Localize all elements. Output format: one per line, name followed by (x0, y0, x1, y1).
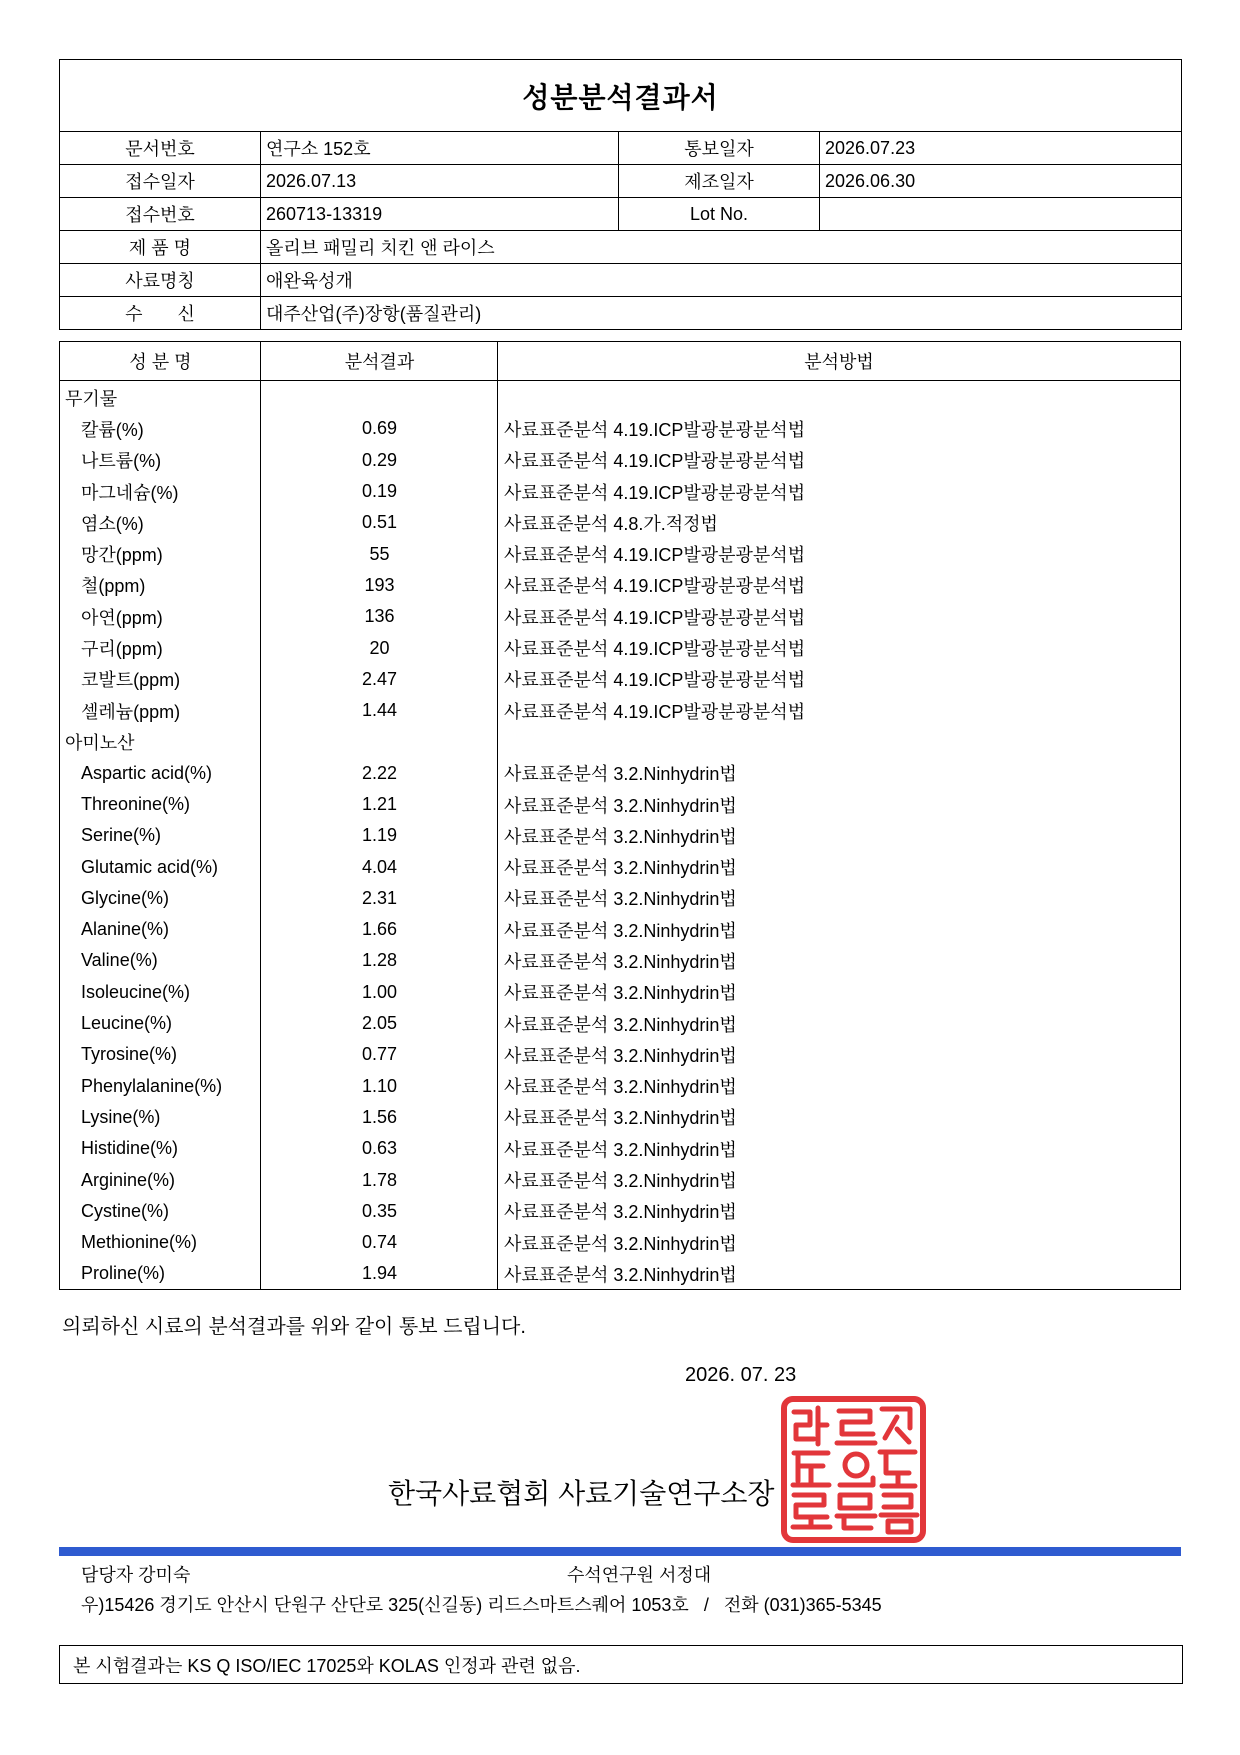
info-row (60, 297, 1182, 330)
analysis-method: 사료표준분석 4.19.ICP발광분광분석법 (504, 419, 806, 440)
component-name: Tyrosine(%) (81, 1044, 178, 1065)
analysis-method: 사료표준분석 3.2.Ninhydrin법 (504, 826, 737, 847)
analysis-result: 2.05 (361, 1013, 398, 1034)
analysis-method: 사료표준분석 4.19.ICP발광분광분석법 (504, 482, 806, 503)
report-title: 성분분석결과서 (60, 60, 1182, 132)
info-row (60, 264, 1182, 297)
senior-researcher: 수석연구원 서정대 (567, 1565, 712, 1585)
analysis-result: 1.21 (361, 794, 398, 814)
analysis-method: 사료표준분석 3.2.Ninhydrin법 (504, 1014, 737, 1035)
receipt-date-label: 접수일자 (60, 165, 261, 198)
recipient-label: 수 신 (60, 297, 261, 330)
notice-text: 의뢰하신 시료의 분석결과를 위와 같이 통보 드립니다. (62, 1316, 526, 1338)
analysis-method: 사료표준분석 4.19.ICP발광분광분석법 (504, 639, 806, 660)
contact-person: 담당자 강미숙 (81, 1565, 191, 1585)
component-name: Aspartic acid(%) (81, 762, 213, 783)
title-row (60, 60, 1182, 132)
analysis-result: 0.69 (361, 418, 398, 439)
analysis-result: 1.10 (361, 1075, 398, 1096)
result-row (60, 538, 1180, 569)
component-name: Alanine(%) (81, 919, 170, 940)
info-row (60, 132, 1182, 165)
analysis-result: 1.19 (361, 825, 398, 846)
analysis-method: 사료표준분석 4.19.ICP발광분광분석법 (504, 701, 806, 722)
group-heading-row (60, 382, 1180, 413)
component-header: 성 분 명 (129, 352, 192, 372)
component-name: 마그네슘(%) (81, 482, 179, 503)
lot-number-label: Lot No. (619, 198, 820, 231)
result-row (60, 476, 1180, 507)
result-row (60, 664, 1180, 695)
analysis-result: 1.44 (361, 700, 398, 721)
analysis-result: 0.74 (361, 1232, 398, 1253)
analysis-method: 사료표준분석 4.19.ICP발광분광분석법 (504, 670, 806, 691)
component-name: 셀레늄(ppm) (81, 701, 181, 722)
result-row (60, 507, 1180, 538)
result-row (60, 1227, 1180, 1258)
component-name: 망간(ppm) (81, 545, 163, 566)
result-row (60, 1196, 1180, 1227)
component-name: Lysine(%) (81, 1106, 161, 1127)
component-name: Glutamic acid(%) (81, 856, 219, 877)
group-name: 아미노산 (65, 732, 135, 753)
analysis-result: 0.77 (361, 1044, 398, 1065)
component-name: 염소(%) (81, 513, 144, 534)
analysis-result: 136 (364, 606, 395, 627)
official-seal-stamp (780, 1395, 927, 1544)
analysis-method: 사료표준분석 3.2.Ninhydrin법 (504, 1202, 737, 1223)
analysis-result: 2.47 (361, 668, 398, 689)
component-name: Glycine(%) (81, 887, 170, 908)
address-line: 우)15426 경기도 안산시 단원구 산단로 325(신길동) 리드스마트스퀘어 1053호 / 전화 (031)365-5345 (81, 1595, 882, 1615)
analysis-result: 0.19 (361, 481, 398, 502)
analysis-method: 사료표준분석 4.19.ICP발광분광분석법 (504, 545, 806, 566)
analysis-method: 사료표준분석 3.2.Ninhydrin법 (504, 1045, 737, 1066)
analysis-result: 4.04 (361, 856, 398, 877)
analysis-method: 사료표준분석 3.2.Ninhydrin법 (504, 983, 737, 1004)
component-name: Valine(%) (81, 950, 158, 971)
result-row (60, 977, 1180, 1008)
result-row (60, 851, 1180, 882)
analysis-result: 1.94 (361, 1263, 398, 1284)
analysis-result: 0.63 (361, 1138, 398, 1159)
analysis-method: 사료표준분석 3.2.Ninhydrin법 (504, 858, 737, 879)
component-name: Threonine(%) (81, 794, 191, 814)
component-name: 구리(ppm) (81, 639, 163, 660)
analysis-result: 1.66 (361, 919, 398, 940)
result-row (60, 883, 1180, 914)
analysis-result: 2.22 (361, 762, 398, 783)
issuer-name: 한국사료협회 사료기술연구소장 (388, 1478, 775, 1509)
notice-date-label: 통보일자 (619, 132, 820, 165)
analysis-result: 0.35 (361, 1200, 398, 1221)
result-row (60, 1008, 1180, 1039)
component-name: Cystine(%) (81, 1200, 170, 1221)
result-row (60, 945, 1180, 976)
component-name: 나트륨(%) (81, 451, 162, 472)
column-divider (260, 342, 261, 1289)
component-name: 아연(ppm) (81, 607, 163, 628)
product-name-label: 제 품 명 (60, 231, 261, 264)
results-header-row (60, 342, 1180, 381)
analysis-method: 사료표준분석 3.2.Ninhydrin법 (504, 1233, 737, 1254)
receipt-date-value: 2026.07.13 (261, 165, 619, 198)
analysis-result: 1.28 (361, 950, 398, 971)
document-number-label: 문서번호 (60, 132, 261, 165)
product-name-value: 올리브 패밀리 치킨 앤 라이스 (261, 231, 1182, 264)
group-name: 무기물 (65, 388, 118, 409)
manufacture-date-label: 제조일자 (619, 165, 820, 198)
receipt-number-label: 접수번호 (60, 198, 261, 231)
result-row (60, 1039, 1180, 1070)
accent-divider-bar (59, 1547, 1181, 1556)
issue-date: 2026. 07. 23 (685, 1364, 797, 1386)
component-name: 철(ppm) (81, 576, 146, 597)
component-name: Leucine(%) (81, 1013, 173, 1034)
analysis-result: 0.29 (361, 449, 398, 470)
analysis-method: 사료표준분석 3.2.Ninhydrin법 (504, 951, 737, 972)
analysis-method: 사료표준분석 3.2.Ninhydrin법 (504, 764, 737, 785)
result-row (60, 695, 1180, 726)
analysis-result: 20 (369, 637, 390, 658)
receipt-number-value: 260713-13319 (261, 198, 619, 231)
analysis-result: 0.51 (361, 512, 398, 533)
result-row (60, 1133, 1180, 1164)
result-row (60, 1071, 1180, 1102)
column-divider (497, 342, 498, 1289)
analysis-method: 사료표준분석 3.2.Ninhydrin법 (504, 1264, 737, 1285)
result-header: 분석결과 (344, 352, 415, 372)
component-name: Arginine(%) (81, 1169, 176, 1190)
feed-name-label: 사료명칭 (60, 264, 261, 297)
group-heading-row (60, 726, 1180, 757)
analysis-method: 사료표준분석 4.8.가.적정법 (504, 513, 718, 534)
info-row (60, 231, 1182, 264)
analysis-result: 1.00 (361, 981, 398, 1002)
analysis-result: 1.78 (361, 1169, 398, 1190)
result-row (60, 601, 1180, 632)
result-row (60, 758, 1180, 789)
component-name: Proline(%) (81, 1263, 166, 1284)
analysis-method: 사료표준분석 4.19.ICP발광분광분석법 (504, 607, 806, 628)
info-row (60, 198, 1182, 231)
result-row (60, 1102, 1180, 1133)
lot-number-value (820, 198, 1182, 231)
analysis-method: 사료표준분석 4.19.ICP발광분광분석법 (504, 451, 806, 472)
disclaimer-text: 본 시험결과는 KS Q ISO/IEC 17025와 KOLAS 인정과 관련 없음. (73, 1655, 581, 1676)
component-name: Isoleucine(%) (81, 981, 191, 1002)
feed-name-value: 애완육성개 (261, 264, 1182, 297)
info-row (60, 165, 1182, 198)
method-header: 분석방법 (804, 352, 874, 372)
analysis-method: 사료표준분석 3.2.Ninhydrin법 (504, 795, 737, 816)
report-info-table (59, 59, 1182, 330)
analysis-result: 2.31 (361, 887, 398, 908)
document-number-value: 연구소 152호 (261, 132, 619, 165)
recipient-value: 대주산업(주)장항(품질관리) (261, 297, 1182, 330)
analysis-method: 사료표준분석 3.2.Ninhydrin법 (504, 889, 737, 910)
results-body (60, 381, 1180, 1290)
result-row (60, 413, 1180, 444)
component-name: Histidine(%) (81, 1138, 179, 1159)
component-name: Phenylalanine(%) (81, 1075, 223, 1096)
result-row (60, 820, 1180, 851)
result-row (60, 1258, 1180, 1289)
result-row (60, 1164, 1180, 1195)
analysis-method: 사료표준분석 3.2.Ninhydrin법 (504, 1139, 737, 1160)
result-row (60, 632, 1180, 663)
analysis-method: 사료표준분석 3.2.Ninhydrin법 (504, 1077, 737, 1098)
component-name: Serine(%) (81, 825, 162, 846)
results-table (59, 341, 1181, 1290)
analysis-result: 55 (369, 543, 390, 564)
manufacture-date-value: 2026.06.30 (820, 165, 1182, 198)
disclaimer-box (59, 1645, 1183, 1684)
component-name: Methionine(%) (81, 1232, 198, 1253)
analysis-result: 1.56 (361, 1106, 398, 1127)
component-name: 코발트(ppm) (81, 670, 181, 691)
analysis-result: 193 (364, 574, 395, 595)
analysis-method: 사료표준분석 3.2.Ninhydrin법 (504, 1171, 737, 1192)
result-row (60, 445, 1180, 476)
result-row (60, 914, 1180, 945)
result-row (60, 570, 1180, 601)
notice-date-value: 2026.07.23 (820, 132, 1182, 165)
analysis-method: 사료표준분석 4.19.ICP발광분광분석법 (504, 576, 806, 597)
analysis-method: 사료표준분석 3.2.Ninhydrin법 (504, 1108, 737, 1129)
analysis-method: 사료표준분석 3.2.Ninhydrin법 (504, 920, 737, 941)
result-row (60, 789, 1180, 820)
component-name: 칼륨(%) (81, 419, 144, 440)
